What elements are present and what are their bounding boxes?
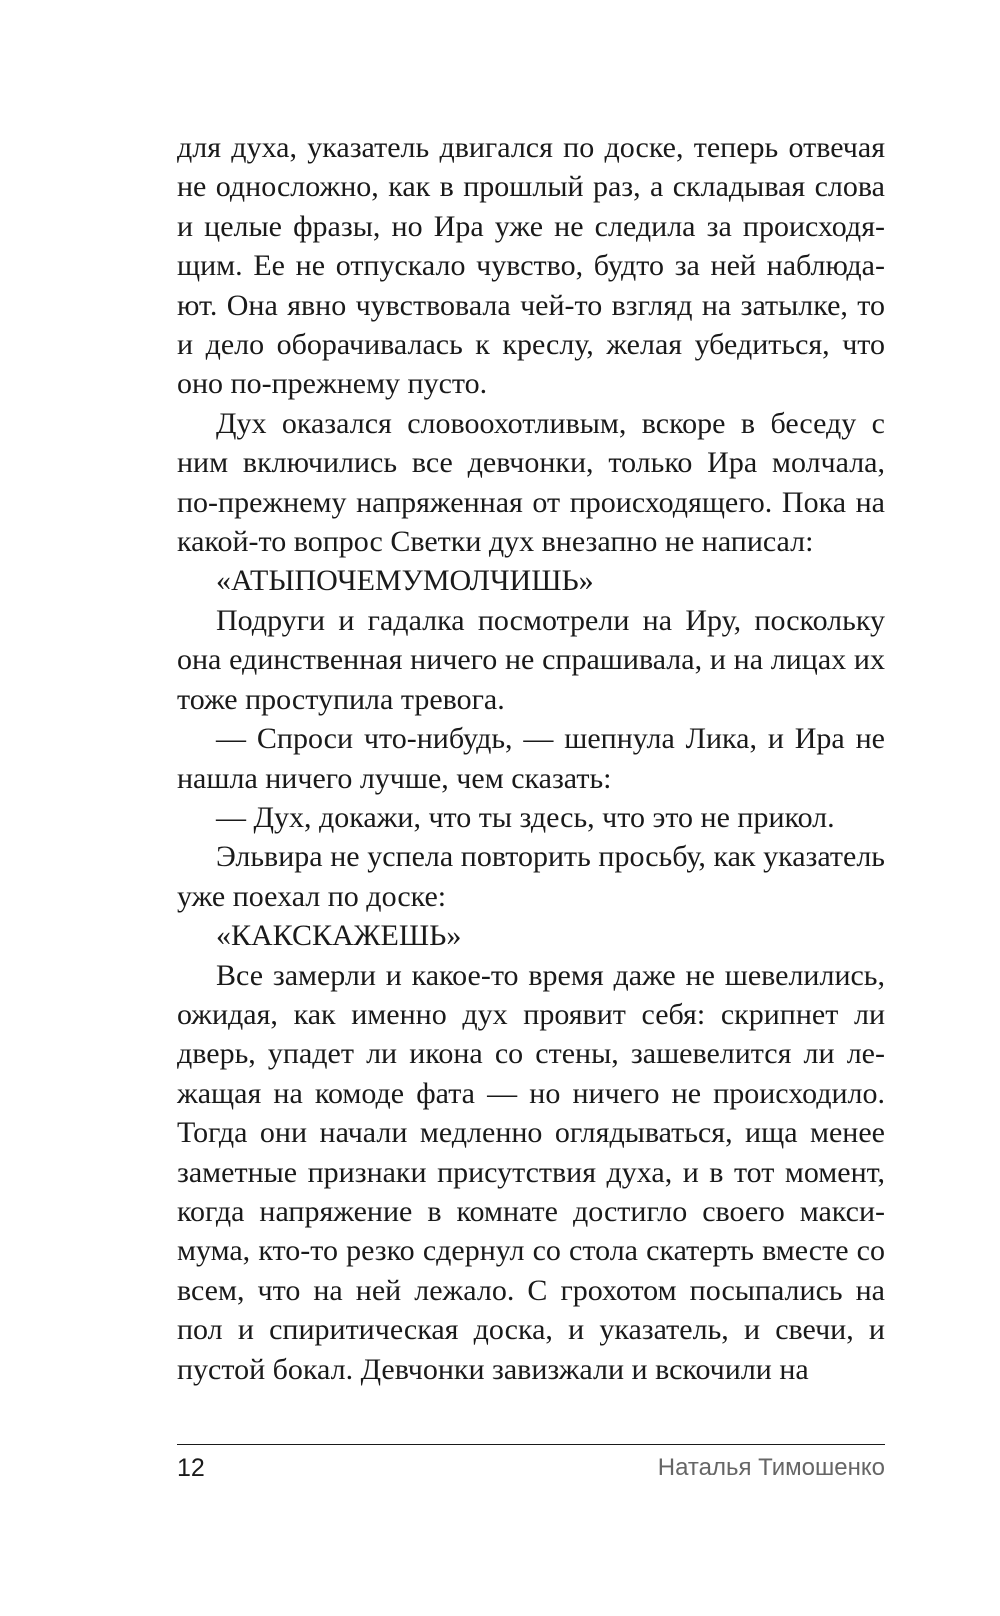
paragraph-3: «АТЫПОЧЕМУМОЛЧИШЬ» [216, 564, 594, 598]
paragraph-1: для духа, указатель двигался по доске, теперь отвечая не односложно, как в прошлый раз, а складывая слова и целые фразы, но Ира уже не следила за происходящим. Ее не отпускало чувство, будто за ней наблюдают. Она явно чувствовала чей-то взгляд на затылке, то и дело оборачивалась к креслу, желая убедиться, что оно по-прежнему пусто. [177, 131, 885, 401]
paragraph-4: Подруги и гадалка посмотрели на Иру, поскольку она единственная ничего не спрашивала, и на лицах их тоже проступила тревога. [177, 603, 885, 716]
paragraph-9: Все замерли и какое-то время даже не шевелились, ожидая, как именно дух проявит себя: скрипнет ли дверь, упадет ли икона со стены, зашевелится ли лежащая на комоде фата — но ничего не происходило. Тогда они начали медленно оглядываться, ища менее заметные признаки присутствия духа, и в тот момент, когда напряжение в комнате достигло своего максимума, кто-то резко сдернул со стола скатерть вместе со всем, что на ней лежало. С грохотом посыпались на пол и спиритическая доска, и указатель, и свечи, и пустой бокал. Девчонки завизжали и вскочили на [177, 958, 885, 1386]
page-number: 12 [177, 1454, 205, 1482]
paragraph-5: — Спроси что-нибудь, — шепнула Лика, и Ира не нашла ничего лучше, чем сказать: [177, 722, 885, 795]
running-author: Наталья Тимошенко [657, 1454, 885, 1481]
paragraph-6: — Дух, докажи, что ты здесь, что это не прикол. [216, 800, 835, 834]
footer-divider [177, 1444, 885, 1445]
body-text [177, 128, 885, 1389]
paragraph-8: «КАКСКАЖЕШЬ» [216, 919, 462, 953]
paragraph-7: Эльвира не успела повторить просьбу, как указатель уже поехал по доске: [177, 840, 885, 913]
paragraph-2: Дух оказался словоохотливым, вскоре в беседу с ним включились все девчонки, только Ира молчала, по-прежнему напряженная от происходящего. Пока на какой-то вопрос Светки дух внезапно не написал: [177, 406, 885, 559]
